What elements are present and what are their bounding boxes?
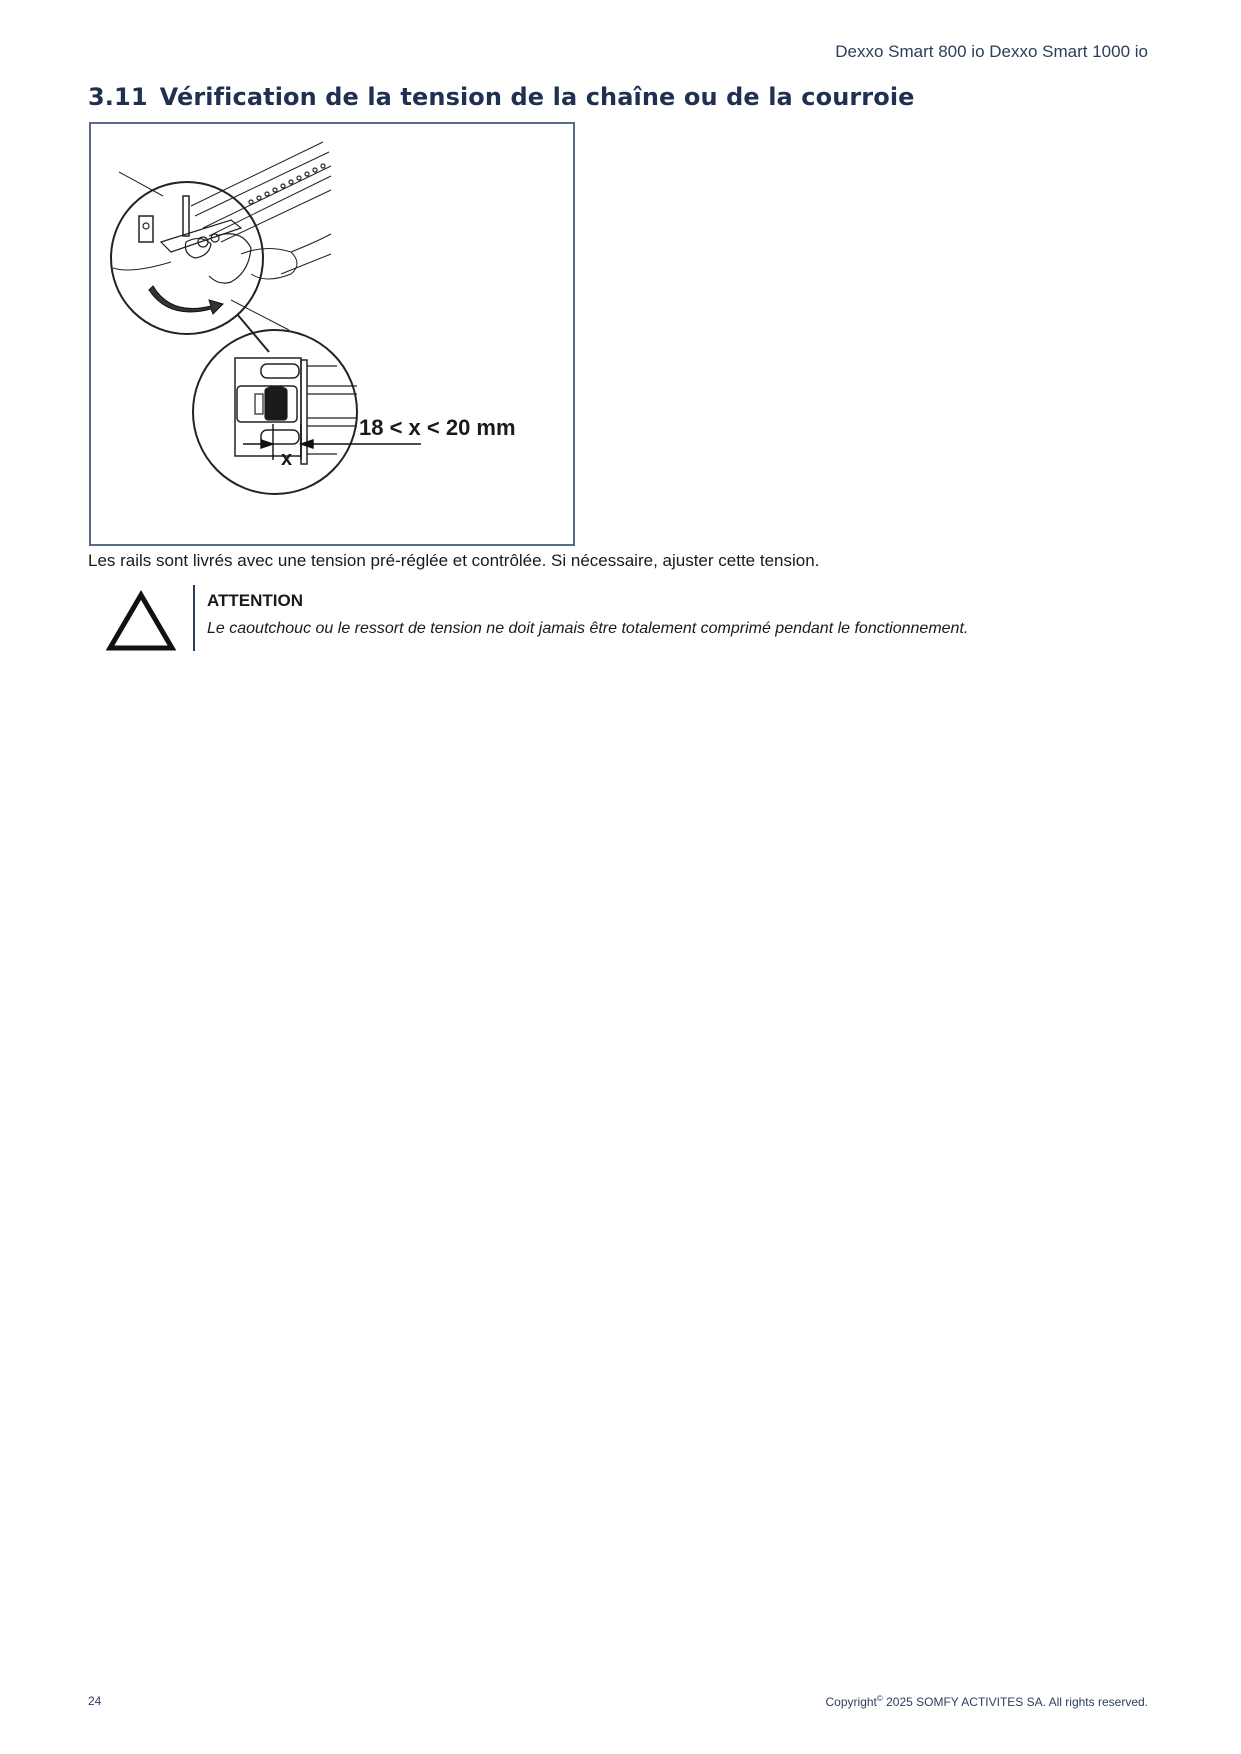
rotation-arrow: [149, 286, 223, 314]
attention-body: Le caoutchouc ou le ressort de tension ne doit jamais être totalement comprimé pendant le fonctionnement.: [207, 620, 969, 637]
tension-diagram: [91, 124, 573, 544]
copyright-text: 2025 SOMFY ACTIVITES SA. All rights reserved.: [882, 1695, 1148, 1709]
document-header-product: Dexxo Smart 800 io Dexxo Smart 1000 io: [835, 42, 1148, 61]
page-number: 24: [88, 1694, 102, 1708]
warning-triangle-icon: [106, 590, 176, 652]
variable-label: x: [281, 448, 293, 470]
copyright-prefix: Copyright: [825, 1695, 877, 1709]
section-title-text: Vérification de la tension de la chaîne ou de la courroie: [159, 83, 915, 111]
section-number: 3.11: [88, 83, 148, 111]
attention-divider: [193, 585, 195, 651]
section-title: [88, 83, 915, 111]
lower-detail-circle: [193, 330, 357, 494]
intro-paragraph: Les rails sont livrés avec une tension pré-réglée et contrôlée. Si nécessaire, ajuster cette tension.: [88, 551, 820, 570]
measurement-label: 18 < x < 20 mm: [359, 415, 516, 440]
copyright-notice: [826, 1694, 1148, 1709]
attention-title: ATTENTION: [207, 591, 304, 610]
rail-illustration: [119, 142, 331, 330]
copyright-mark: ©: [876, 1694, 883, 1703]
tension-figure: [89, 122, 575, 546]
